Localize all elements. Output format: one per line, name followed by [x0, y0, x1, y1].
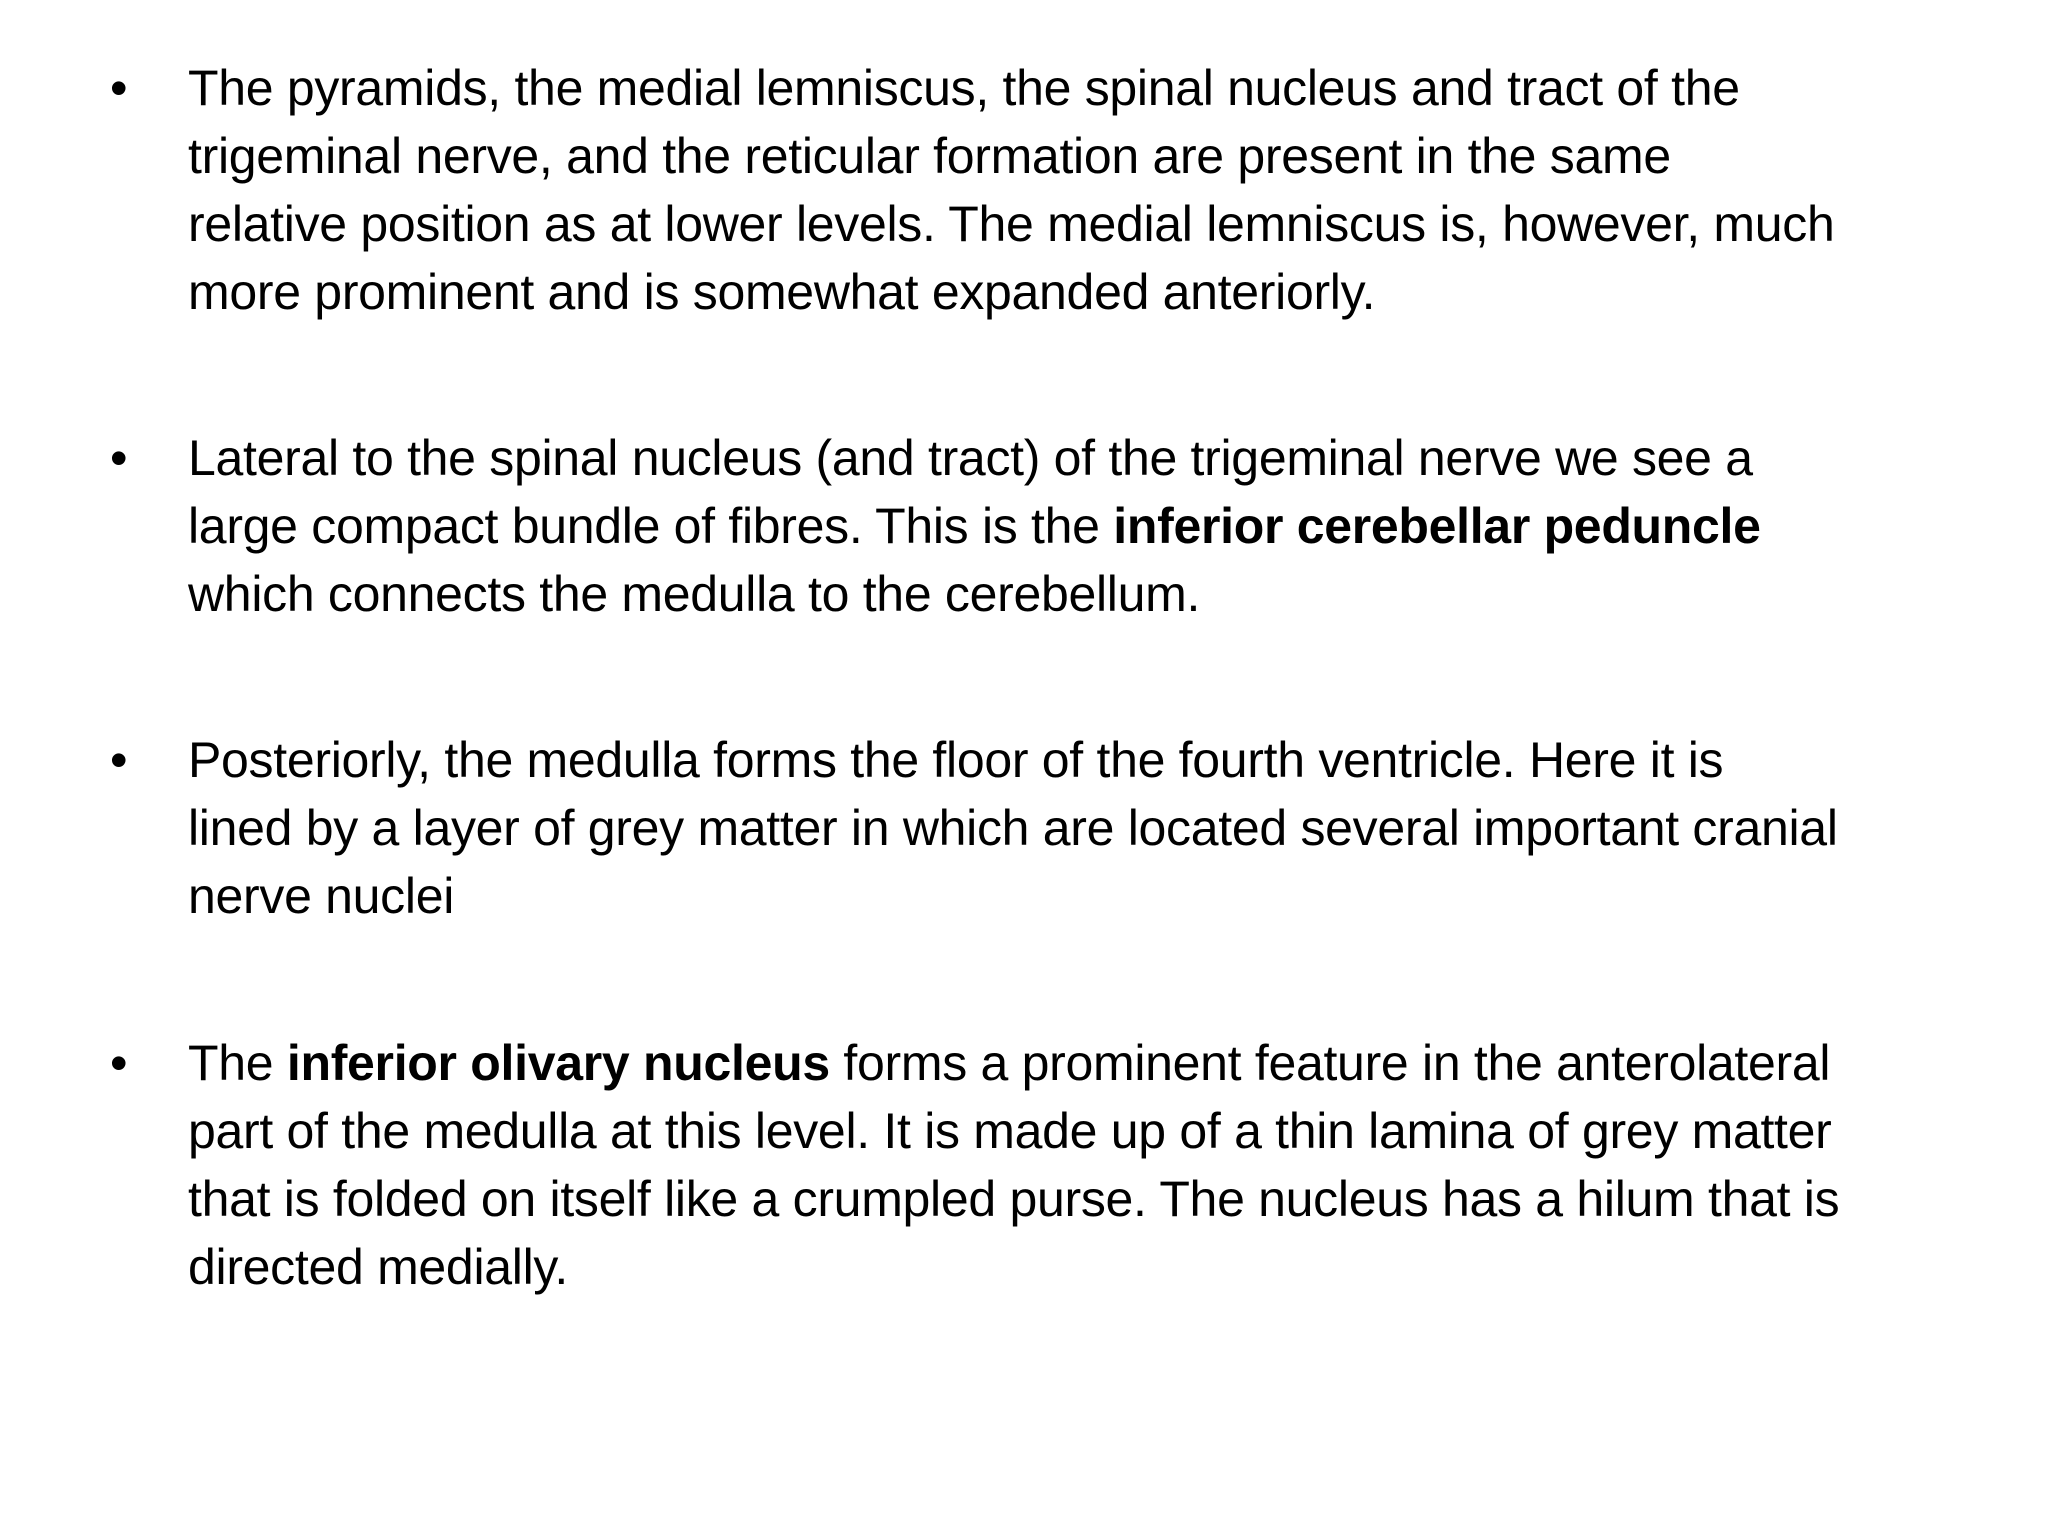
bullet-icon: • — [110, 430, 128, 486]
text-run: The — [188, 1035, 287, 1091]
text-line — [188, 492, 1988, 560]
bullet-text — [188, 726, 1988, 930]
term-inferior-cerebellar-peduncle: inferior cerebellar peduncle — [1113, 498, 1761, 554]
text-line: The pyramids, the medial lemniscus, the spinal nucleus and tract of the — [188, 60, 1740, 116]
text-line: part of the medulla at this level. It is made up of a thin lamina of grey matter — [188, 1103, 1832, 1159]
text-line: lined by a layer of grey matter in which are located several important cranial — [188, 800, 1838, 856]
bullet-icon: • — [110, 732, 128, 788]
text-line — [188, 1029, 1988, 1097]
text-line: which connects the medulla to the cerebellum. — [188, 566, 1201, 622]
bullet-text — [188, 1029, 1988, 1301]
text-line: that is folded on itself like a crumpled purse. The nucleus has a hilum that is — [188, 1171, 1840, 1227]
bullet-icon: • — [110, 60, 128, 116]
bullet-text — [188, 424, 1988, 628]
text-line: Lateral to the spinal nucleus (and tract) of the trigeminal nerve we see a — [188, 430, 1753, 486]
text-run: forms a prominent feature in the anterolateral — [829, 1035, 1831, 1091]
text-run: large compact bundle of fibres. This is the — [188, 498, 1114, 554]
bullet-icon: • — [110, 1035, 128, 1091]
text-line: more prominent and is somewhat expanded anteriorly. — [188, 264, 1376, 320]
text-line: nerve nuclei — [188, 868, 455, 924]
term-inferior-olivary-nucleus: inferior olivary nucleus — [286, 1035, 830, 1091]
text-line: relative position as at lower levels. The medial lemniscus is, however, much — [188, 196, 1835, 252]
text-line: trigeminal nerve, and the reticular formation are present in the same — [188, 128, 1671, 184]
bullet-text — [188, 54, 1988, 326]
text-line: directed medially. — [188, 1239, 568, 1295]
text-line: Posteriorly, the medulla forms the floor of the fourth ventricle. Here it is — [188, 732, 1724, 788]
